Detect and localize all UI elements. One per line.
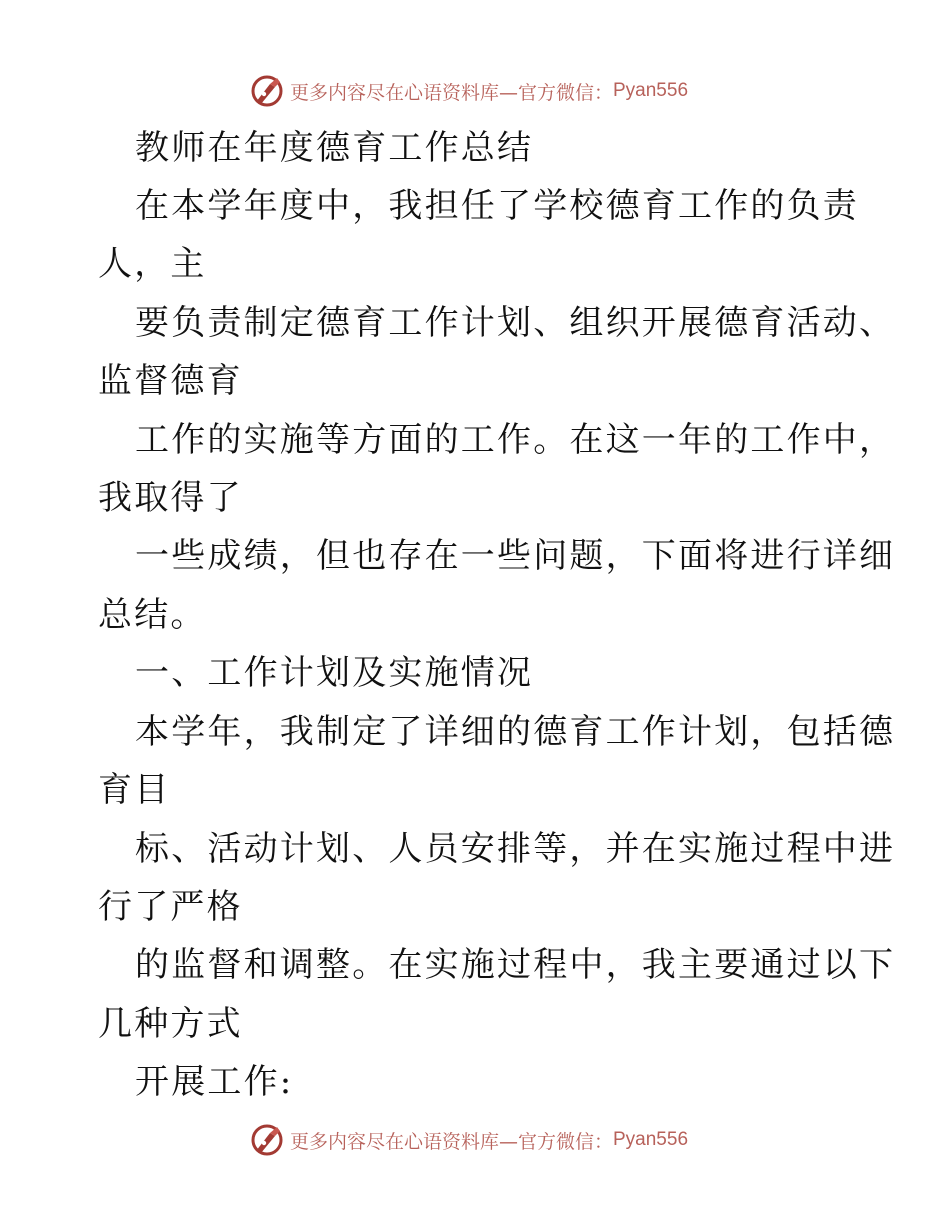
paragraph-line: 在本学年度中，我担任了学校德育工作的负责 bbox=[135, 186, 859, 226]
section-heading: 一、工作计划及实施情况 bbox=[135, 653, 534, 693]
paragraph-line: 我取得了 bbox=[98, 478, 243, 518]
footer-watermark bbox=[0, 1120, 950, 1160]
document-title: 教师在年度德育工作总结 bbox=[135, 128, 534, 168]
paragraph-line: 的监督和调整。在实施过程中，我主要通过以下 bbox=[135, 945, 896, 985]
watermark-wechat-id: Pyan556 bbox=[613, 80, 689, 101]
paragraph-line: 总结。 bbox=[98, 595, 207, 635]
paragraph-line: 人，主 bbox=[98, 244, 207, 284]
watermark-text: 更多内容尽在心语资料库—官方微信： bbox=[289, 1130, 613, 1153]
watermark-text: 更多内容尽在心语资料库—官方微信： bbox=[289, 81, 613, 104]
paragraph-line: 开展工作: bbox=[135, 1062, 294, 1102]
paragraph-line: 工作的实施等方面的工作。在这一年的工作中， bbox=[135, 420, 896, 460]
paragraph-line: 监督德育 bbox=[98, 361, 243, 401]
header-watermark bbox=[0, 71, 950, 111]
paragraph-line: 几种方式 bbox=[98, 1004, 243, 1044]
paragraph-line: 一些成绩，但也存在一些问题，下面将进行详细 bbox=[135, 536, 896, 576]
paragraph-line: 本学年，我制定了详细的德育工作计划，包括德 bbox=[135, 712, 896, 752]
paragraph-line: 育目 bbox=[98, 770, 171, 810]
paragraph-line: 行了严格 bbox=[98, 887, 243, 927]
paragraph-line: 要负责制定德育工作计划、组织开展德育活动、 bbox=[135, 303, 896, 343]
watermark-wechat-id: Pyan556 bbox=[613, 1129, 689, 1150]
pen-logo-icon bbox=[250, 74, 284, 108]
pen-logo-icon bbox=[250, 1123, 284, 1157]
paragraph-line: 标、活动计划、人员安排等，并在实施过程中进 bbox=[135, 829, 896, 869]
